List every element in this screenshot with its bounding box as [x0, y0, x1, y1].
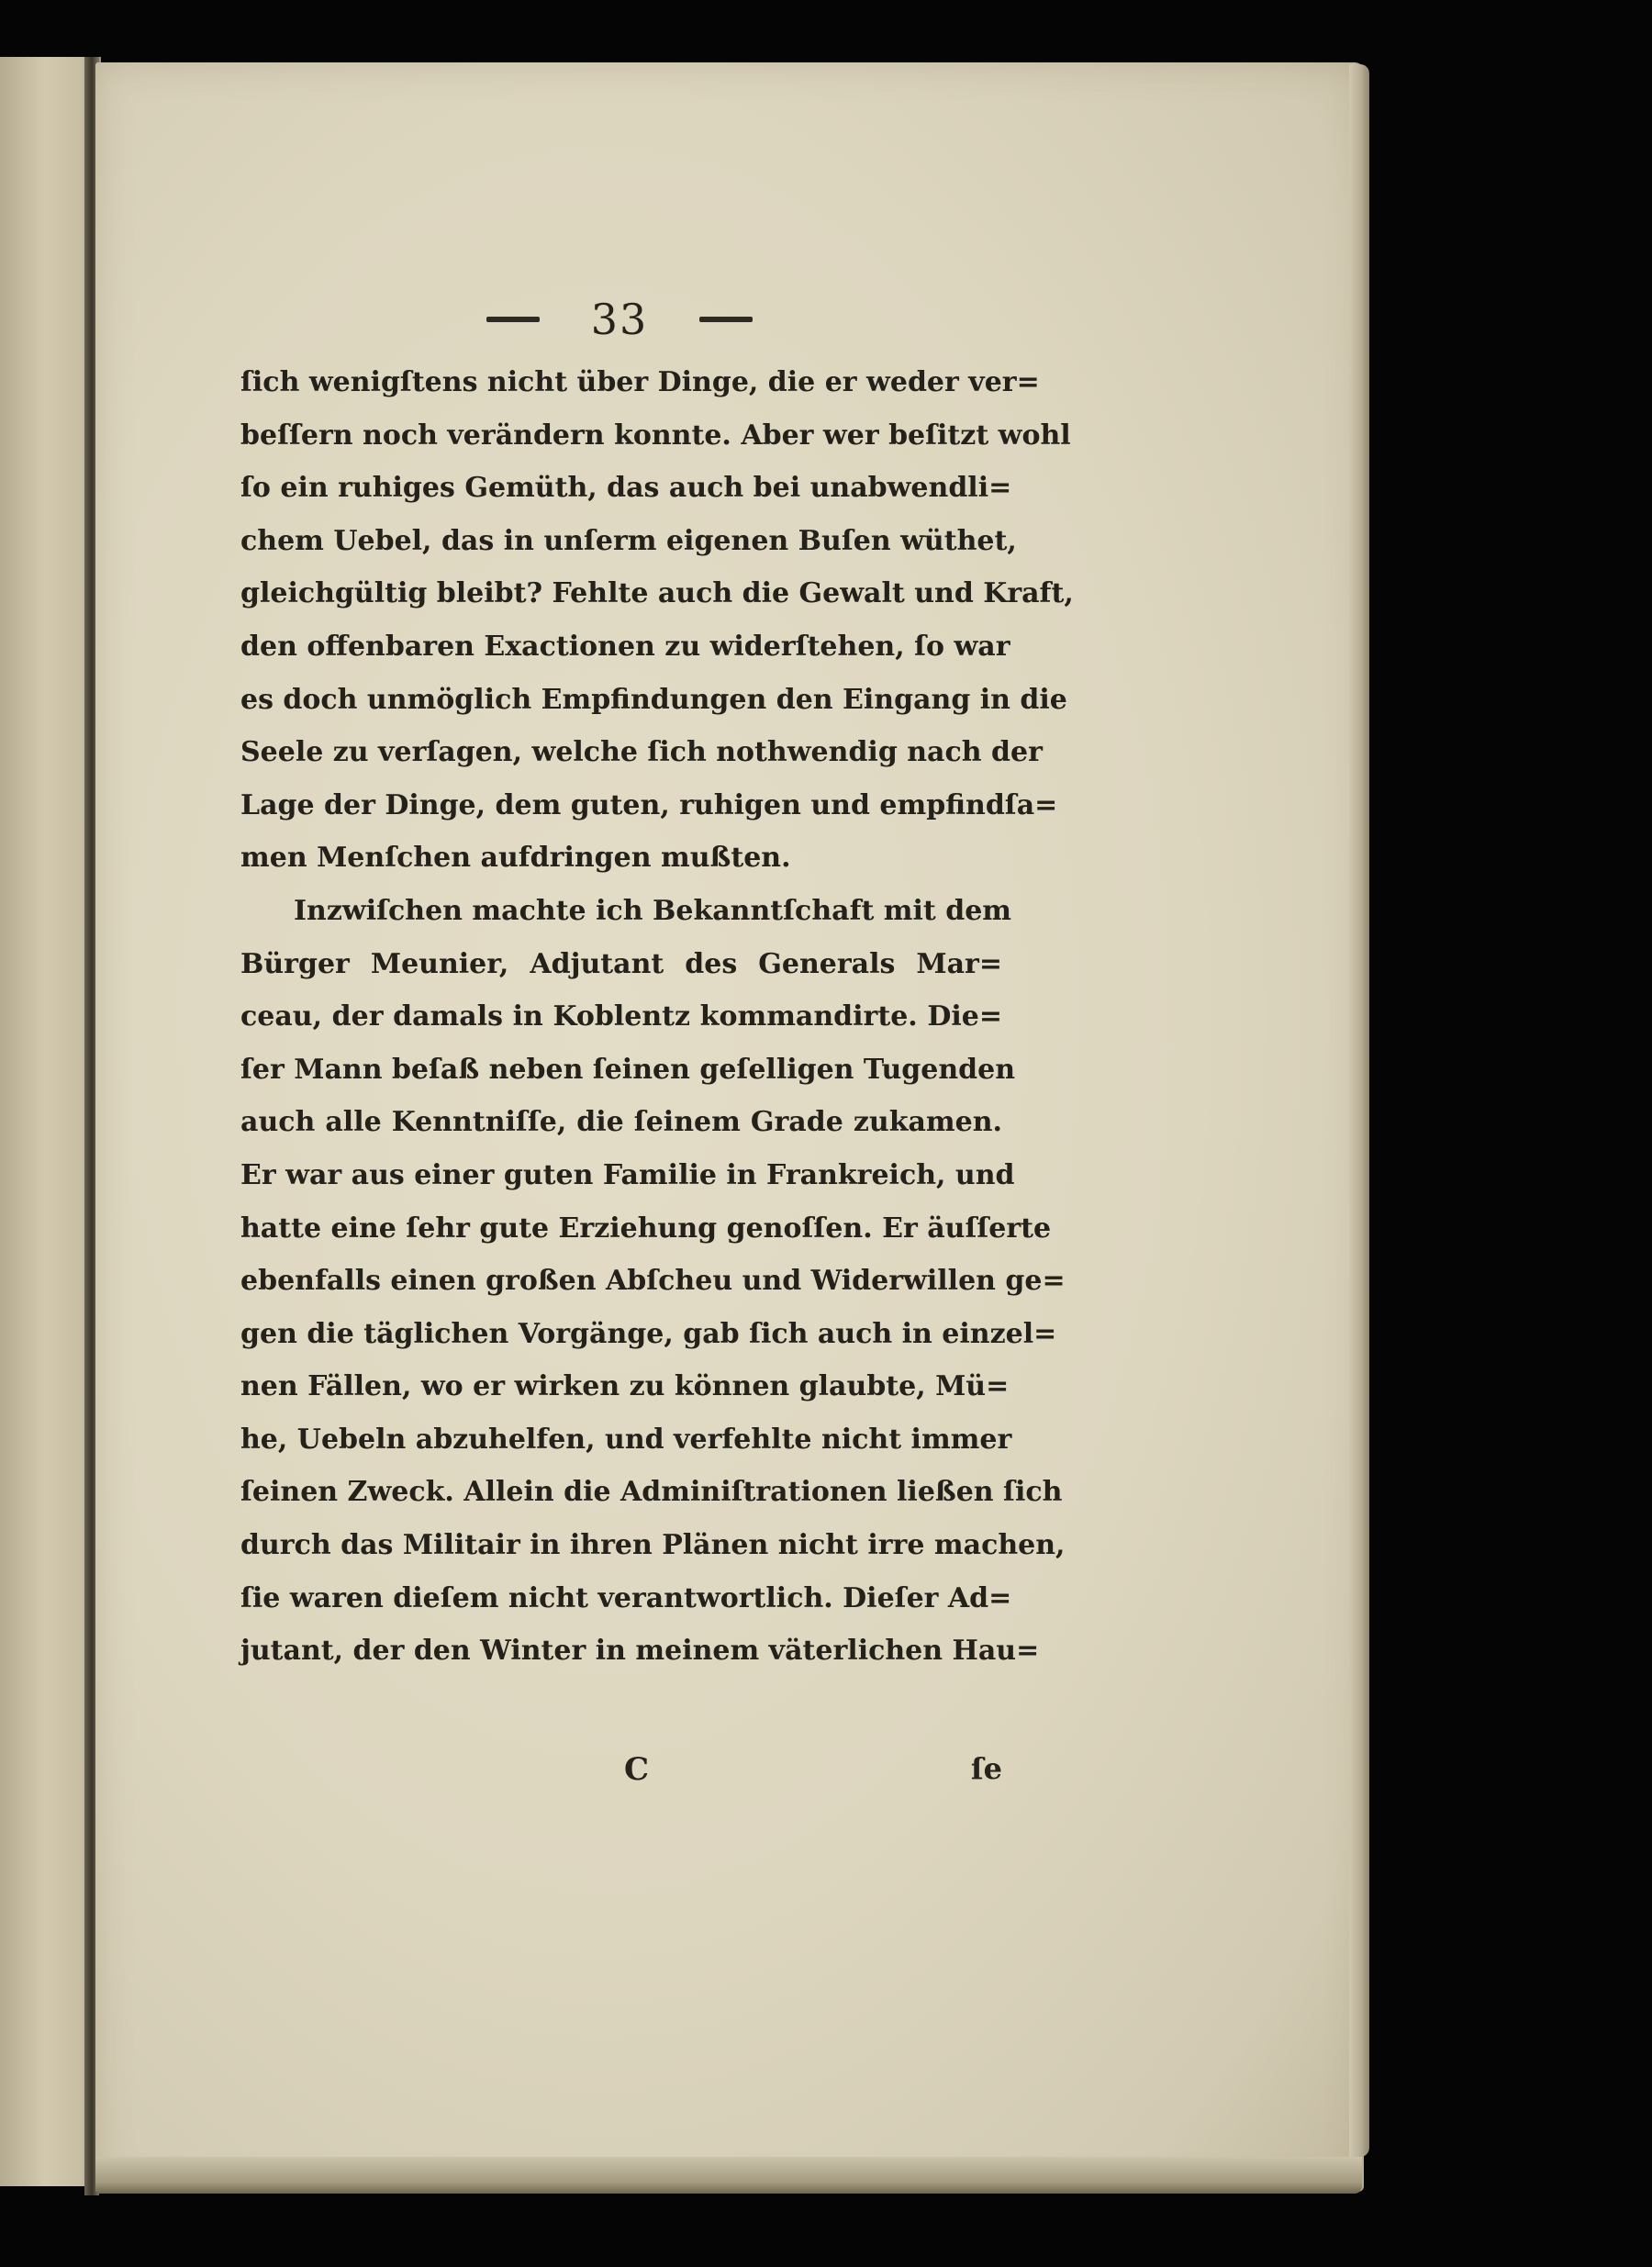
header-dash-left	[486, 317, 540, 322]
text-line: ſer Mann beſaß neben ſeinen geſelligen Tugenden	[240, 1053, 1016, 1086]
text-line: hatte eine ſehr gute Erziehung genoſſen. Er äuſſerte	[240, 1212, 1052, 1245]
text-line: ſeinen Zweck. Allein die Adminiſtrationen ließen ſich	[240, 1476, 1063, 1509]
text-line: ebenfalls einen großen Abſcheu und Widerwillen ge=	[240, 1265, 1066, 1298]
body-text	[240, 356, 1074, 1678]
text-line: durch das Militair in ihren Plänen nicht irre machen,	[240, 1529, 1066, 1562]
text-line: Bürger Meunier, Adjutant des Generals Mar=	[240, 947, 1002, 980]
text-line: ſo ein ruhiges Gemüth, das auch bei unabwendli=	[240, 472, 1012, 505]
text-line: Er war aus einer guten Familie in Frankreich, und	[240, 1158, 1015, 1191]
text-line: Lage der Dinge, dem guten, ruhigen und empfindſa=	[240, 788, 1058, 821]
signature-mark: C	[624, 1751, 650, 1788]
text-line: ſie waren dieſem nicht verantwortlich. Dieſer Ad=	[240, 1581, 1012, 1614]
page-fore-edge	[1349, 64, 1369, 2157]
text-line: auch alle Kenntniſſe, die ſeinem Grade zukamen.	[240, 1106, 1002, 1139]
text-line: chem Uebel, das in unſerm eigenen Buſen wüthet,	[240, 524, 1017, 557]
text-line: he, Uebeln abzuhelfen, und verfehlte nicht immer	[240, 1423, 1012, 1456]
text-line: gen die täglichen Vorgänge, gab ſich auch in einzel=	[240, 1317, 1057, 1350]
catchword: ſe	[970, 1751, 1002, 1786]
page-bottom-edge	[95, 2157, 1362, 2194]
text-line: men Menſchen aufdringen mußten.	[240, 842, 791, 875]
text-line: Seele zu verſagen, welche ſich nothwendig nach der	[240, 736, 1043, 769]
text-line: gleichgültig bleibt? Fehlte auch die Gewalt und Kraft,	[240, 577, 1074, 610]
text-line: ceau, der damals in Koblentz kommandirte. Die=	[240, 1000, 1002, 1033]
text-line: jutant, der den Winter in meinem väterlichen Hau=	[240, 1635, 1040, 1668]
page-footer	[240, 1751, 1002, 1806]
text-line: nen Fällen, wo er wirken zu können glaubte, Mü=	[240, 1370, 1010, 1403]
text-line: den offenbaren Exactionen zu widerſtehen, ſo war	[240, 630, 1010, 663]
header-dash-right	[699, 317, 753, 322]
text-line: es doch unmöglich Empfindungen den Eingang in die	[240, 683, 1067, 716]
text-line: Inzwiſchen machte ich Bekanntſchaft mit dem	[294, 894, 1012, 927]
running-head	[450, 292, 789, 347]
page-number: 33	[590, 295, 649, 344]
text-line: ſich wenigſtens nicht über Dinge, die er weder ver=	[240, 366, 1040, 398]
text-line: beſſern noch verändern konnte. Aber wer beſitzt wohl	[240, 419, 1071, 452]
